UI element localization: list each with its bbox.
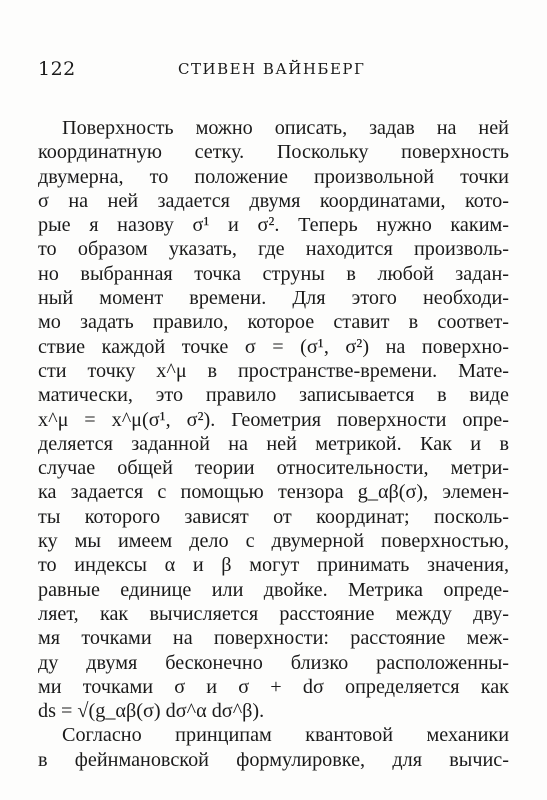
text-line: ми точками σ и σ + dσ определяется как: [38, 675, 509, 698]
text-line: деляется заданной на ней метрикой. Как и в: [38, 432, 509, 455]
text-line: Поверхность можно описать, задав на ней: [62, 117, 509, 139]
text-line: ствие каждой точке σ = (σ¹, σ²) на поверхно-: [38, 335, 509, 358]
text-line: ты которого зависят от координат; посколь-: [38, 505, 509, 528]
text-line: ку мы имеем дело с двумерной поверхностью,: [38, 530, 509, 553]
text-line: сти точку x^μ в пространстве-времени. Мате-: [38, 359, 509, 382]
text-line: мо задать правило, которое ставит в соответ-: [38, 311, 509, 334]
running-head: [38, 58, 508, 86]
text-line: матически, это правило записывается в виде: [38, 384, 509, 407]
running-head-title: СТИВЕН ВАЙНБЕРГ: [178, 60, 366, 78]
text-line: ный момент времени. Для этого необходи-: [38, 287, 509, 310]
text-line: ds = √(g_αβ(σ) dσ^α dσ^β).: [38, 700, 265, 723]
text-line: мя точками на поверхности: расстояние меж-: [38, 627, 509, 650]
text-line: двумерна, то положение произвольной точки: [38, 165, 509, 188]
text-line: случае общей теории относительности, метри-: [38, 457, 509, 480]
body-text: [38, 116, 509, 772]
text-line: координатную сетку. Поскольку поверхность: [38, 141, 509, 164]
text-line: ляет, как вычисляется расстояние между дву-: [38, 602, 509, 625]
text-line: Согласно принципам квантовой механики: [62, 724, 509, 747]
text-line: то индексы α и β могут принимать значения,: [38, 554, 509, 577]
text-line: рые я назову σ¹ и σ². Теперь нужно каким-: [38, 214, 509, 237]
page-number: 122: [38, 58, 76, 80]
text-line: то образом указать, где находится произволь-: [38, 238, 509, 261]
text-line: но выбранная точка струны в любой задан-: [38, 262, 509, 285]
text-line: ка задается с помощью тензора g_αβ(σ), элемен-: [38, 481, 509, 504]
text-line: в фейнмановской формулировке, для вычис-: [38, 748, 509, 771]
text-line: x^μ = x^μ(σ¹, σ²). Геометрия поверхности опре-: [38, 408, 509, 431]
text-line: σ на ней задается двумя координатами, кото-: [38, 189, 509, 212]
text-line: равные единице или двойке. Метрика опреде-: [38, 578, 509, 601]
text-line: ду двумя бесконечно близко расположенны-: [38, 651, 509, 674]
